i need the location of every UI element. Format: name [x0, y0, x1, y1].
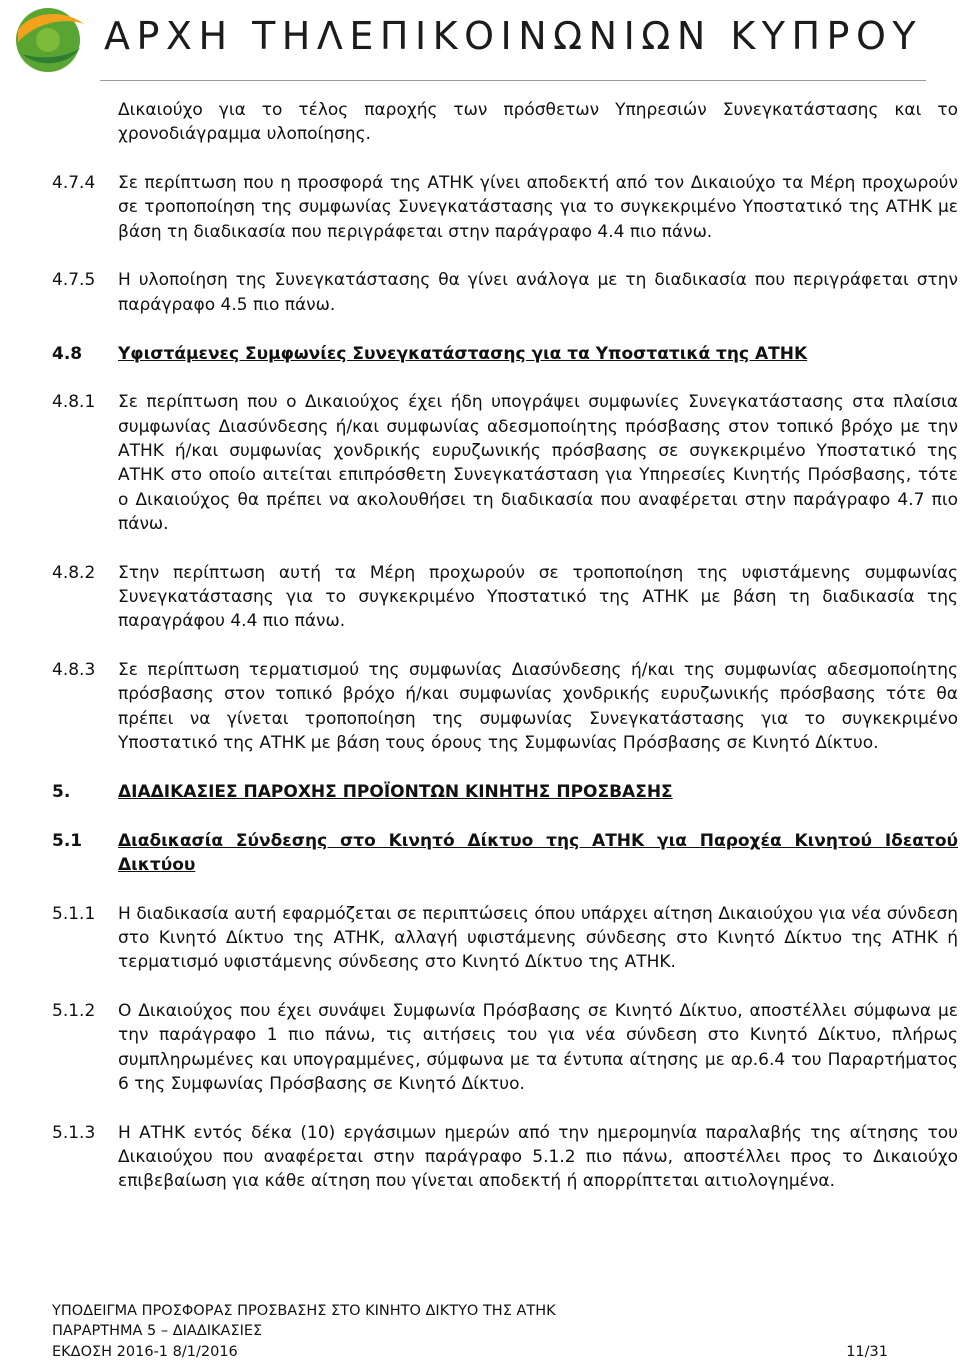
paragraph-4-8-3 — [52, 658, 958, 755]
paragraph-number: 4.8.2 — [52, 562, 96, 583]
paragraph-number: 5.1.2 — [52, 1001, 96, 1022]
heading-number: 4.8 — [52, 343, 83, 364]
heading-text: ΔΙΑΔΙΚΑΣΙΕΣ ΠΑΡΟΧΗΣ ΠΡΟΪΟΝΤΩΝ ΚΙΝΗΤΗΣ ΠΡΟΣΒΑΣΗΣ — [118, 781, 673, 802]
paragraph-4-8-2 — [52, 561, 958, 634]
section-heading-5 — [52, 780, 958, 804]
paragraph-number: 4.7.5 — [52, 270, 96, 291]
header-divider — [100, 80, 926, 81]
paragraph-4-7-5 — [52, 268, 958, 317]
paragraph-text: Η υλοποίηση της Συνεγκατάστασης θα γίνει ανάλογα με τη διαδικασία που περιγράφεται στην παράγραφο 4.5 πιο πάνω. — [118, 270, 958, 315]
page-header — [0, 0, 960, 80]
paragraph-5-1-2 — [52, 999, 958, 1096]
paragraph-text: Δικαιούχο για το τέλος παροχής των πρόσθετων Υπηρεσιών Συνεγκατάστασης και το χρονοδιάγραμμα υλοποίησης. — [118, 100, 958, 145]
paragraph-number: 4.7.4 — [52, 173, 96, 194]
paragraph-5-1-1 — [52, 902, 958, 975]
paragraph-text: Σε περίπτωση που ο Δικαιούχος έχει ήδη υπογράψει συμφωνίες Συνεγκατάστασης στα πλαίσια συμφωνίας Διασύνδεσης ή/και συμφωνίας αδεσμοποίητης πρόσβασης στον τοπικό βρόχο με την ΑΤΗΚ ή/και συμφωνίας χονδρικής ευρυζωνικής πρόσβασης σε συγκεκριμένο Υποστατικό της ΑΤΗΚ στο οποίο αιτείται επιπρόσθετη Συνεγκατάσταση για Υπηρεσίες Κινητής Πρόσβασης, τότε ο Δικαιούχος θα πρέπει να ακολουθήσει τη διαδικασία που αναφέρεται στην παράγραφο 4.7 πιο πάνω. — [118, 392, 958, 534]
paragraph-continuation — [52, 98, 958, 147]
section-heading-5-1 — [52, 829, 958, 878]
paragraph-5-1-3 — [52, 1121, 958, 1194]
heading-text: Διαδικασία Σύνδεσης στο Κινητό Δίκτυο της ΑΤΗΚ για Παροχέα Κινητού Ιδεατού Δικτύου — [118, 830, 958, 875]
paragraph-number: 4.8.3 — [52, 660, 96, 681]
paragraph-text: Στην περίπτωση αυτή τα Μέρη προχωρούν σε τροποποίηση της υφιστάμενης συμφωνίας Συνεγκατάστασης για το συγκεκριμένο Υποστατικό της ΑΤΗΚ με βάση τη διαδικασία της παραγράφου 4.4 πιο πάνω. — [118, 562, 958, 632]
document-body — [52, 98, 958, 1194]
paragraph-text: Ο Δικαιούχος που έχει συνάψει Συμφωνία Πρόσβασης σε Κινητό Δίκτυο, αποστέλλει σύμφωνα με την παράγραφο 1 πιο πάνω, τις αιτήσεις του για νέα σύνδεση στο Κινητό Δίκτυο, πλήρως συμπληρωμένες και υπογραμμένες, σύμφωνα με τα έντυπα αίτησης με αρ.6.4 του Παραρτήματος 6 της Συμφωνίας Πρόσβασης σε Κινητό Δίκτυο. — [118, 1001, 958, 1094]
paragraph-text: Σε περίπτωση τερματισμού της συμφωνίας Διασύνδεσης ή/και της συμφωνίας αδεσμοποίητης πρόσβασης στον τοπικό βρόχο ή/και συμφωνίας χονδρικής ευρυζωνικής πρόσβασης τότε θα πρέπει να γίνεται τροποποίηση της συμφωνίας Συνεγκατάστασης για το συγκεκριμένο Υποστατικό της ΑΤΗΚ με βάση τους όρους της Συμφωνίας Πρόσβασης σε Κινητό Δίκτυο. — [118, 660, 958, 753]
footer-edition-row — [52, 1342, 888, 1362]
page-number: 11/31 — [846, 1343, 888, 1360]
paragraph-4-8-1 — [52, 390, 958, 536]
atik-logo-icon — [8, 2, 92, 74]
heading-number: 5.1 — [52, 830, 83, 851]
footer-annex-title: ΠΑΡΑΡΤΗΜΑ 5 – ΔΙΑΔΙΚΑΣΙΕΣ — [52, 1323, 263, 1340]
paragraph-number: 5.1.3 — [52, 1122, 96, 1143]
paragraph-text: Η ΑΤΗΚ εντός δέκα (10) εργάσιμων ημερών από την ημερομηνία παραλαβής της αίτησης του Δικαιούχου που αναφέρεται στην παράγραφο 5.1.2 πιο πάνω, αποστέλλει προς το Δικαιούχο επιβεβαίωση για κάθε αίτηση που γίνεται αποδεκτή ή απορρίπτεται αιτιολογημένα. — [118, 1122, 958, 1192]
paragraph-4-7-4 — [52, 171, 958, 244]
organization-name: ΑΡΧΗ ΤΗΛΕΠΙΚΟΙΝΩΝΙΩΝ ΚΥΠΡΟΥ — [104, 14, 923, 58]
paragraph-text: Σε περίπτωση που η προσφορά της ΑΤΗΚ γίνει αποδεκτή από τον Δικαιούχο τα Μέρη προχωρούν σε τροποποίηση της συμφωνίας Συνεγκατάστασης για το συγκεκριμένο Υποστατικό της ΑΤΗΚ με βάση τη διαδικασία που περιγράφεται στην παράγραφο 4.4 πιο πάνω. — [118, 173, 958, 242]
paragraph-text: Η διαδικασία αυτή εφαρμόζεται σε περιπτώσεις όπου υπάρχει αίτηση Δικαιούχου για νέα σύνδεση στο Κινητό Δίκτυο της ΑΤΗΚ, αλλαγή υφιστάμενης σύνδεσης στο Κινητό Δίκτυο της ΑΤΗΚ ή τερματισμό υφιστάμενης σύνδεσης στο Κινητό Δίκτυο της ΑΤΗΚ. — [118, 903, 958, 973]
heading-number: 5. — [52, 781, 71, 802]
paragraph-number: 4.8.1 — [52, 392, 96, 413]
footer-document-title: ΥΠΟΔΕΙΓΜΑ ΠΡΟΣΦΟΡΑΣ ΠΡΟΣΒΑΣΗΣ ΣΤΟ ΚΙΝΗΤΟ ΔΙΚΤΥΟ ΤΗΣ ΑΤΗΚ — [52, 1303, 556, 1319]
heading-text: Υφιστάμενες Συμφωνίες Συνεγκατάστασης για τα Υποστατικά της ΑΤΗΚ — [118, 343, 808, 364]
paragraph-number: 5.1.1 — [52, 903, 96, 924]
page-footer — [52, 1301, 888, 1362]
section-heading-4-8 — [52, 342, 958, 366]
footer-edition: ΕΚΔΟΣΗ 2016-1 8/1/2016 — [52, 1343, 238, 1360]
